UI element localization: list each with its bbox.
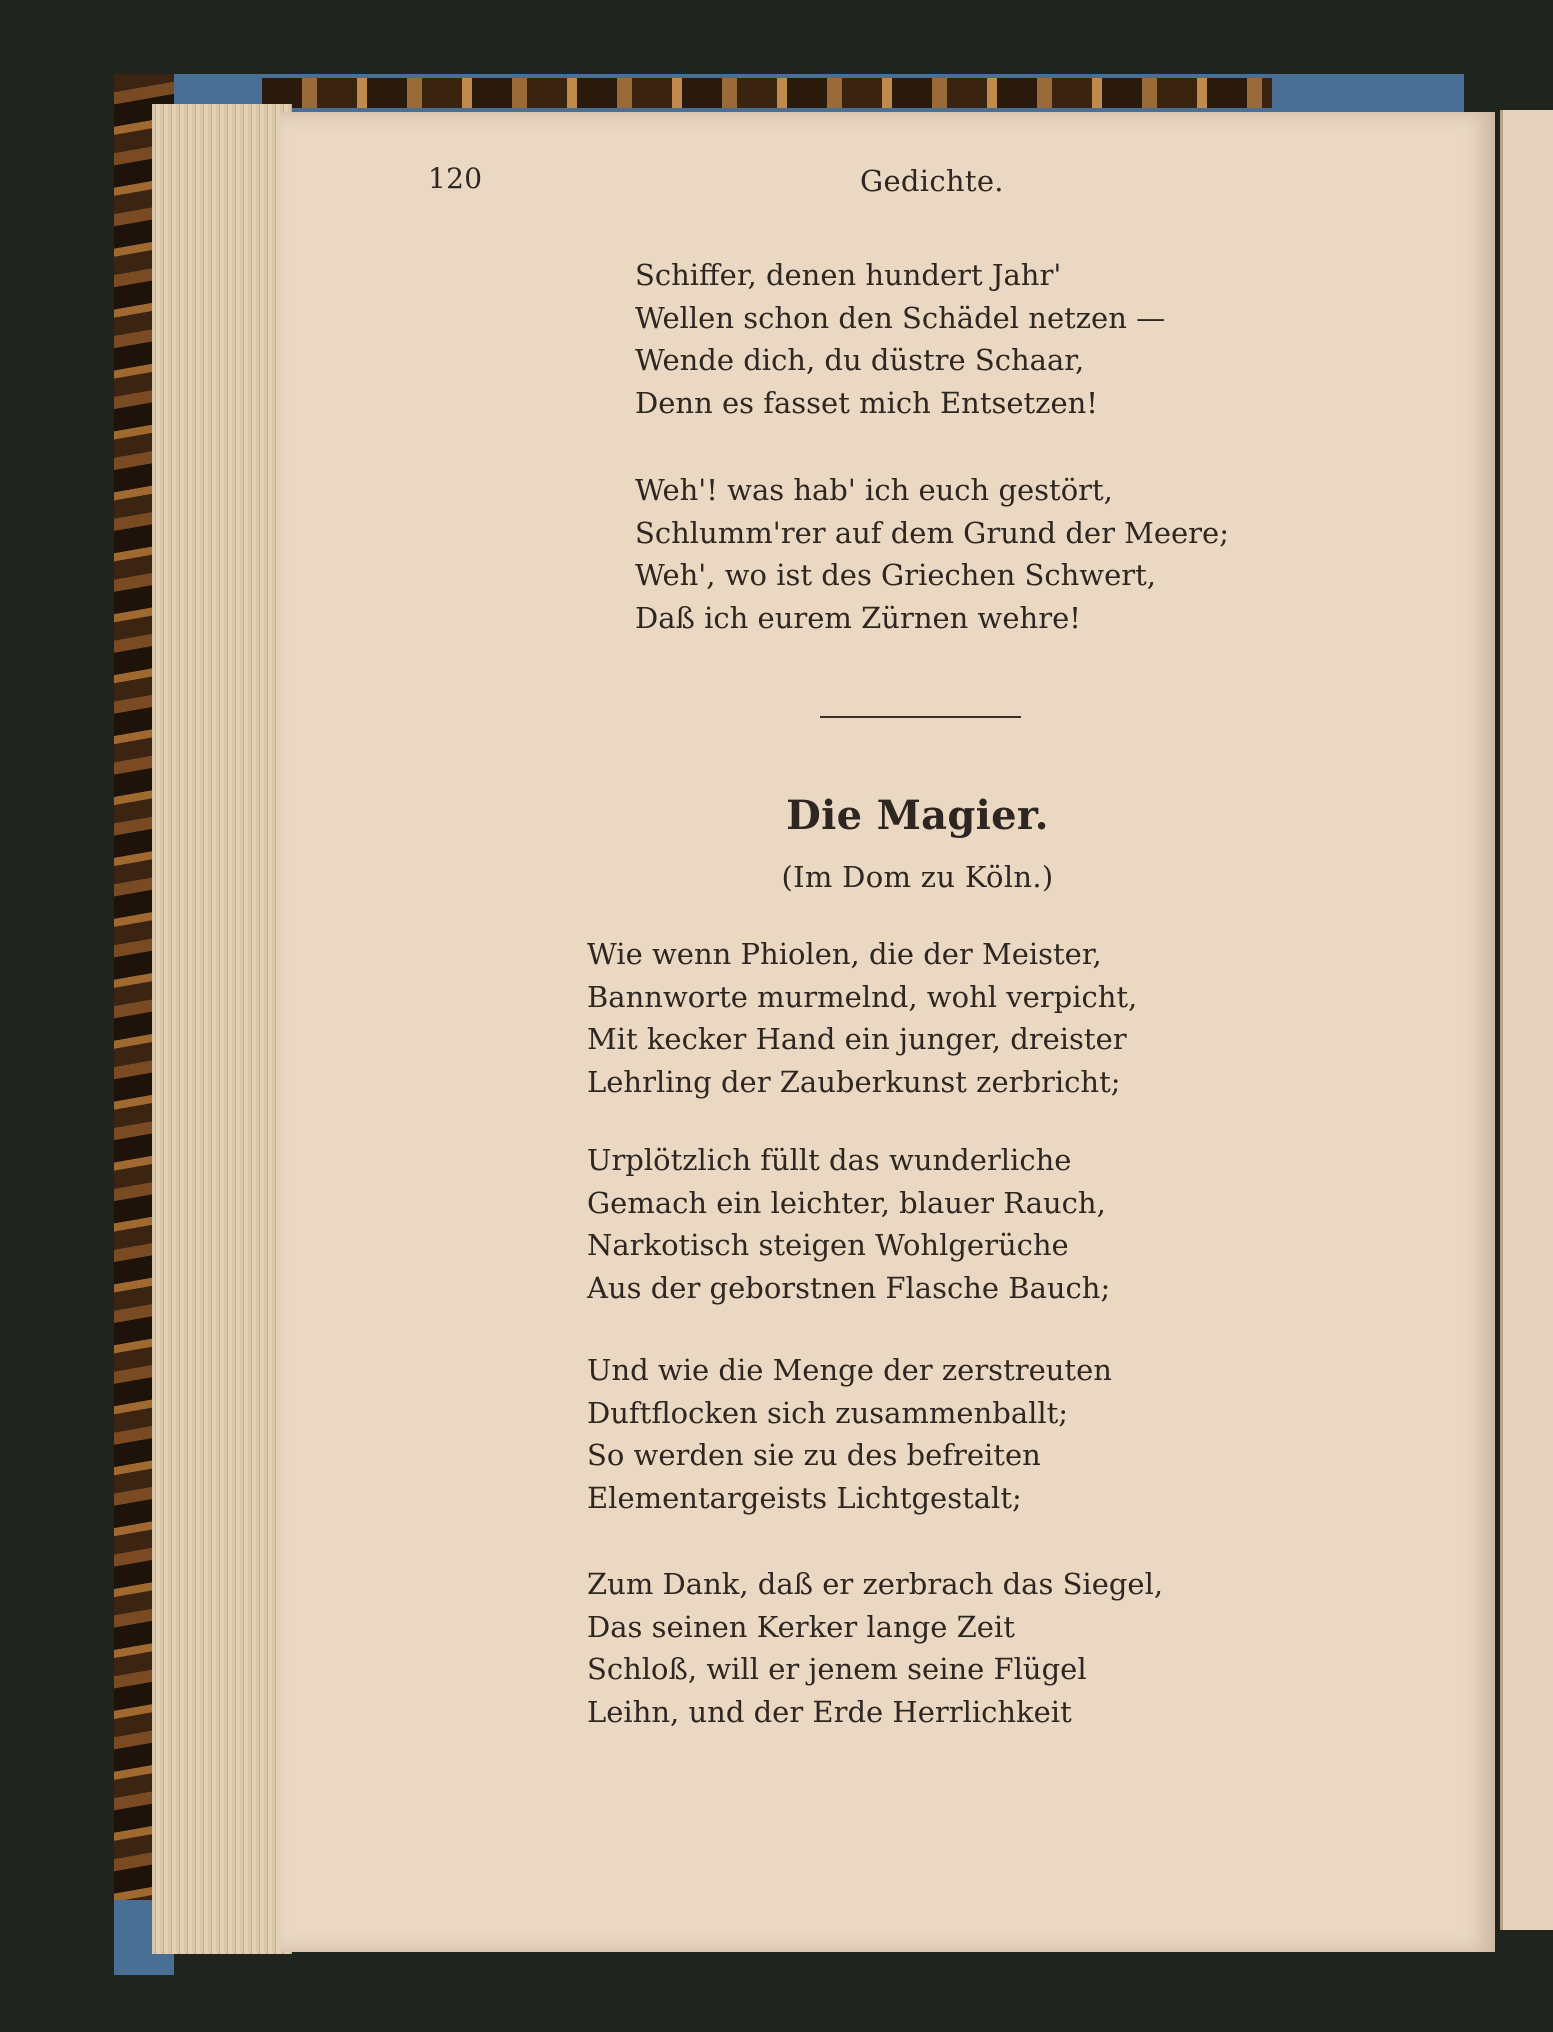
verse-line: Lehrling der Zauberkunst zerbricht; [587,1064,1121,1099]
verse-line: Narkotisch steigen Wohlgerüche [587,1228,1069,1262]
marbled-edge [262,78,1272,108]
verse-line: Gemach ein leichter, blauer Rauch, [587,1185,1106,1220]
verse-line: Schloß, will er jenem seine Flügel [587,1652,1087,1686]
verse-line: Bannworte murmelnd, wohl verpicht, [587,979,1138,1014]
facing-page-edge [1500,110,1553,1930]
verse-line: Schlumm'rer auf dem Grund der Meere; [635,515,1229,550]
verse-line: Mit kecker Hand ein junger, dreister [587,1022,1127,1056]
page-number: 120 [428,162,483,195]
verse-line: Wellen schon den Schädel netzen — [635,300,1166,335]
verse-line: Urplötzlich füllt das wunderliche [587,1143,1072,1177]
verse-line: Duftflocken sich zusammenballt; [587,1395,1069,1430]
verse-line: Schiffer, denen hundert Jahr' [635,258,1062,292]
running-header: Gedichte. [860,164,1004,198]
poem-title: Die Magier. [786,792,1049,839]
verse-line: Elementargeists Lichtgestalt; [587,1480,1022,1515]
poem1-stanza-2 [635,469,1229,639]
verse-line: Wende dich, du düstre Schaar, [635,343,1085,377]
verse-line: Weh', wo ist des Griechen Schwert, [635,558,1156,592]
poem1-stanza-1 [635,254,1165,424]
verse-line: Daß ich eurem Zürnen wehre! [635,600,1081,635]
verse-line: Denn es fasset mich Entsetzen! [635,385,1098,420]
verse-line: Das seinen Kerker lange Zeit [587,1609,1015,1644]
poem2-stanza-1 [587,933,1137,1103]
section-divider [820,716,1021,718]
verse-line: Aus der geborstnen Flasche Bauch; [587,1270,1111,1305]
verse-line: Zum Dank, daß er zerbrach das Siegel, [587,1567,1164,1601]
poem2-stanza-2 [587,1139,1110,1309]
verse-line: Leihn, und der Erde Herrlichkeit [587,1694,1072,1729]
verse-line: Und wie die Menge der zerstreuten [587,1353,1112,1387]
poem2-stanza-4 [587,1563,1163,1733]
poem-subtitle: (Im Dom zu Köln.) [781,860,1054,894]
verse-line: Wie wenn Phiolen, die der Meister, [587,937,1102,971]
verse-line: So werden sie zu des befreiten [587,1438,1041,1472]
verse-line: Weh'! was hab' ich euch gestört, [635,473,1113,507]
poem2-stanza-3 [587,1349,1112,1519]
page-stack [152,104,292,1954]
